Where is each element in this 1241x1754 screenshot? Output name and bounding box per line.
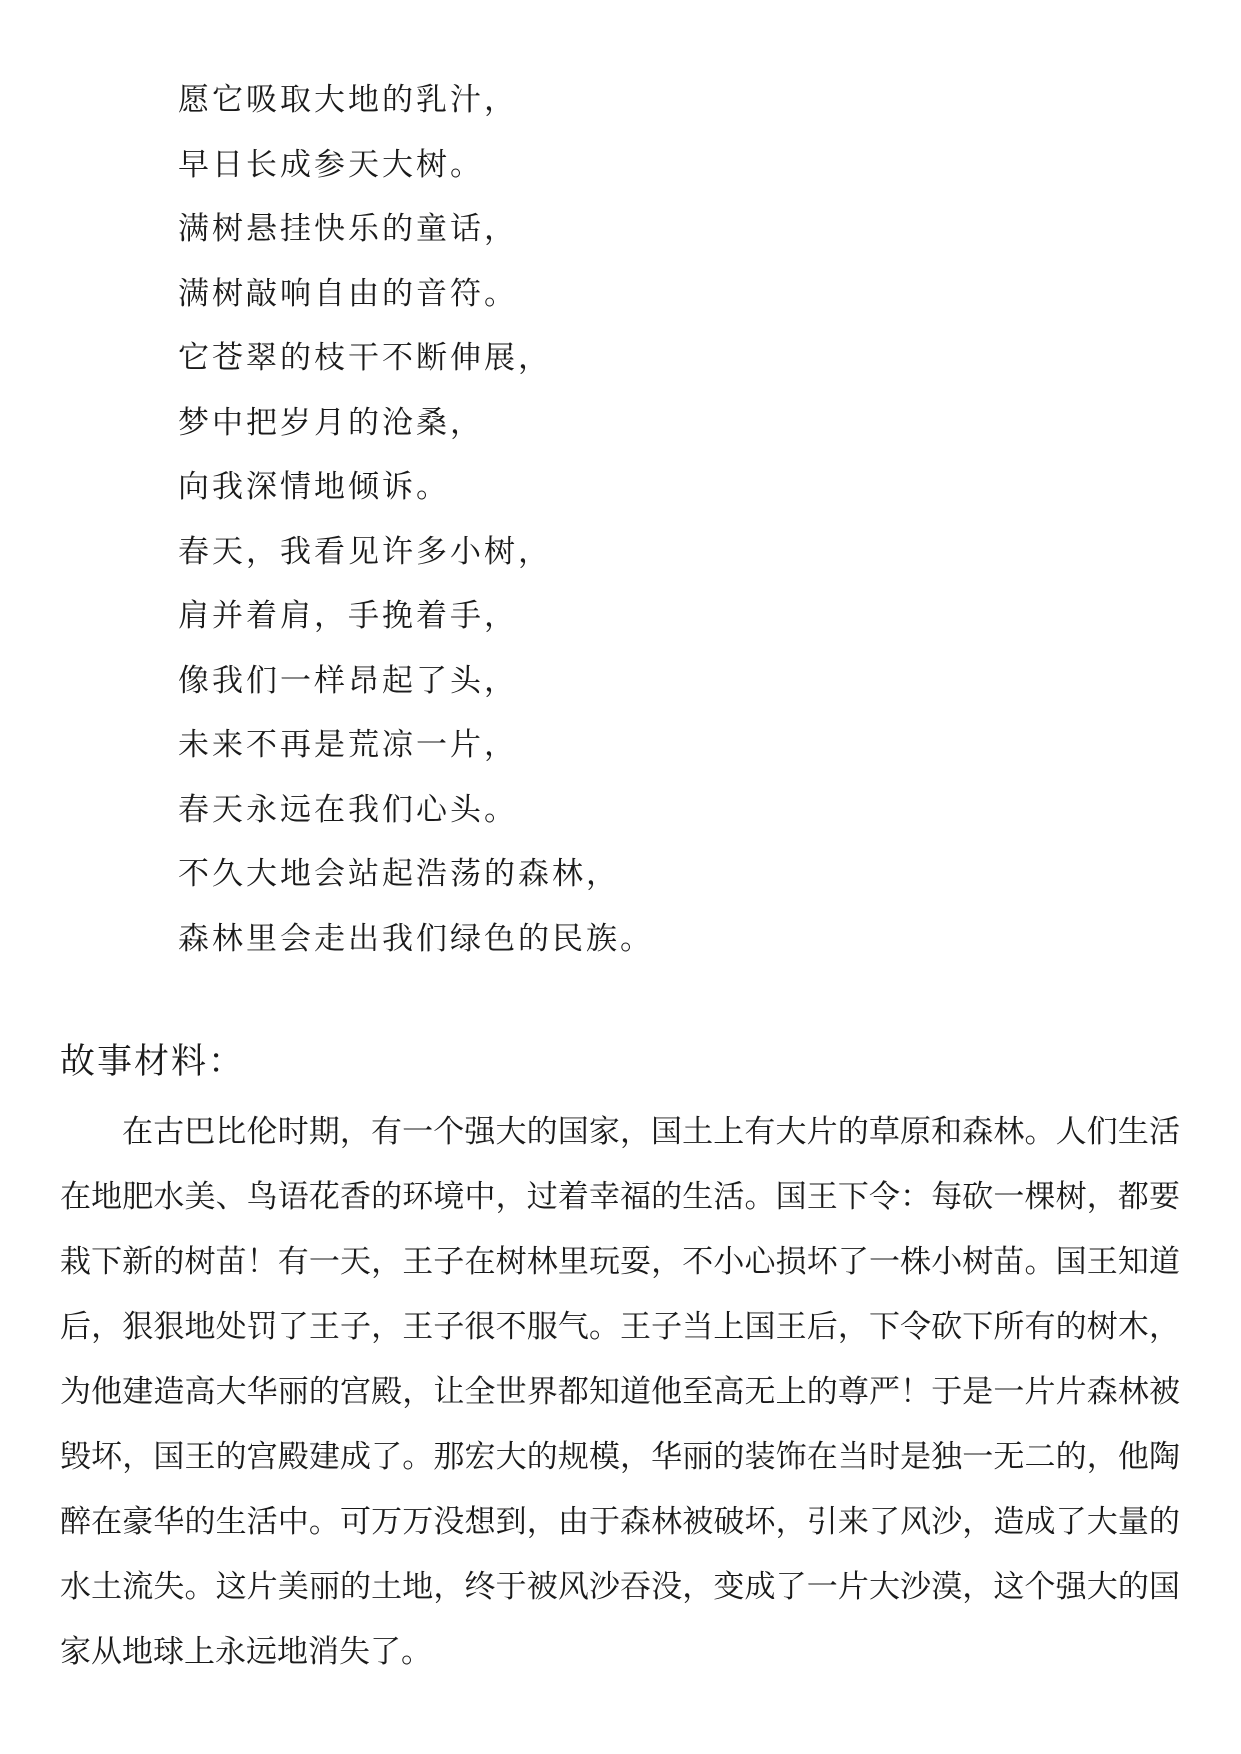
poem-block [178,68,1178,971]
poem-line: 肩并着肩，手挽着手， [178,598,518,634]
poem-line: 未来不再是荒凉一片， [178,727,518,763]
story-line: 后，狠狠地处罚了王子，王子很不服气。王子当上国王后，下令砍下所有的树木， [60,1309,1180,1345]
poem-line: 向我深情地倾诉。 [178,469,450,505]
story-line: 水土流失。这片美丽的土地，终于被风沙吞没，变成了一片大沙漠，这个强大的国 [60,1569,1180,1605]
poem-line: 满树敲响自由的音符。 [178,275,518,312]
poem-line: 春天永远在我们心头。 [178,791,518,828]
story-section-title: 故事材料： [60,1042,246,1082]
story-line: 为他建造高大华丽的宫殿，让全世界都知道他至高无上的尊严！于是一片片森林被 [60,1374,1180,1410]
poem-line: 春天，我看见许多小树， [178,533,552,570]
poem-line: 满树悬挂快乐的童话， [178,211,518,247]
story-line: 在地肥水美、鸟语花香的环境中，过着幸福的生活。国王下令：每砍一棵树，都要 [60,1179,1180,1215]
story-line: 醉在豪华的生活中。可万万没想到，由于森林被破坏，引来了风沙，造成了大量的 [60,1504,1180,1540]
story-line: 栽下新的树苗！有一天，王子在树林里玩耍，不小心损坏了一株小树苗。国王知道 [60,1244,1180,1280]
poem-line: 早日长成参天大树。 [178,146,484,183]
story-line: 在古巴比伦时期，有一个强大的国家，国土上有大片的草原和森林。人们生活 [122,1114,1180,1150]
poem-line: 像我们一样昂起了头， [178,662,518,699]
poem-line: 不久大地会站起浩荡的森林， [178,856,620,892]
story-paragraph [60,1100,1180,1685]
poem-line: 梦中把岁月的沧桑， [178,404,484,441]
story-line: 家从地球上永远地消失了。 [60,1634,432,1670]
poem-line: 森林里会走出我们绿色的民族。 [178,920,654,957]
story-line: 毁坏，国王的宫殿建成了。那宏大的规模，华丽的装饰在当时是独一无二的，他陶 [60,1439,1180,1475]
poem-line: 愿它吸取大地的乳汁， [178,82,518,118]
poem-line: 它苍翠的枝干不断伸展， [178,340,552,376]
